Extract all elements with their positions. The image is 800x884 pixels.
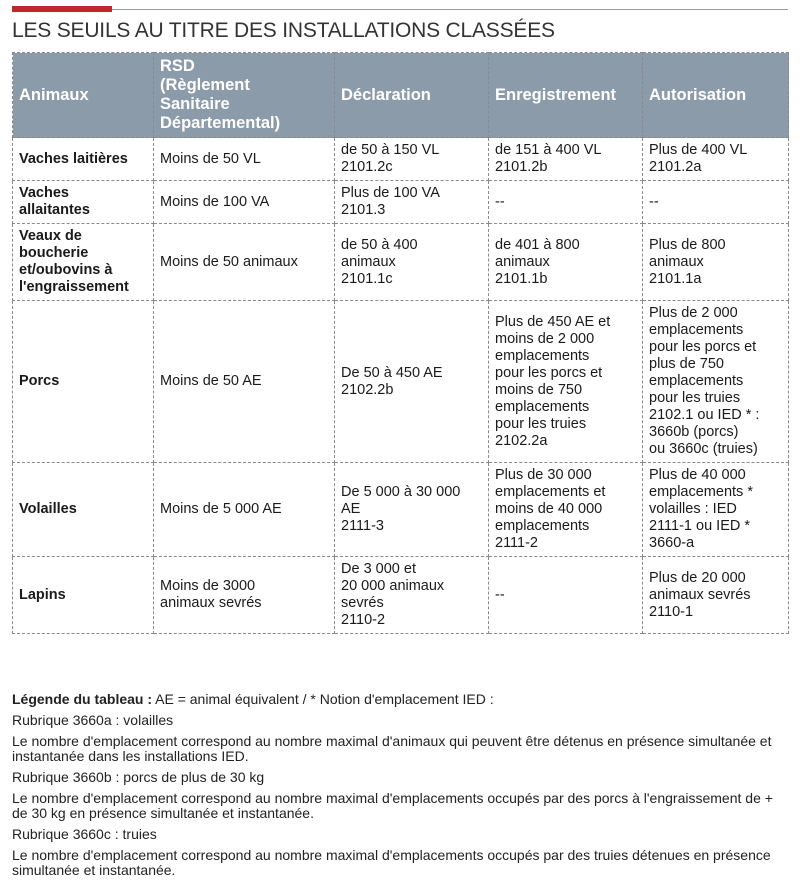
cell-line: --	[649, 193, 659, 210]
cell-line: de 50 à 150 VL	[341, 142, 440, 158]
cell-line: 2110-1	[649, 603, 694, 620]
cell-line: 2101.1a	[649, 270, 702, 287]
cell-rsd	[154, 557, 335, 634]
legend-item: Le nombre d'emplacement correspond au nombre maximal d'animaux qui peuvent être détenus en présence simultanée et instantanée dans les installations IED.	[12, 733, 772, 764]
cell-line: 2101.2b	[495, 159, 548, 175]
cell-line: 20 000 animaux	[341, 578, 445, 594]
cell-line: Sanitaire	[160, 95, 230, 113]
cell-autorisation	[643, 181, 789, 224]
cell-declaration	[335, 301, 489, 463]
cell-line: moins de 2 000	[495, 330, 595, 347]
title-rule	[112, 9, 788, 10]
cell-enregistrement	[489, 463, 643, 557]
header-autorisation	[643, 53, 789, 138]
cell-enregistrement	[489, 138, 643, 181]
cell-line: Plus de 20 000	[649, 569, 746, 586]
cell-autorisation	[643, 463, 789, 557]
cell-line: moins de 750	[495, 381, 583, 398]
cell-line: De 3 000 et	[341, 561, 416, 577]
cell-line: 2101.1c	[341, 270, 393, 287]
cell-line: volailles : IED	[649, 501, 737, 517]
cell-line: Vaches laitières	[19, 150, 128, 167]
cell-rsd	[154, 463, 335, 557]
cell-line: Plus de 2 000	[649, 305, 738, 321]
cell-line: de 401 à 800	[495, 236, 580, 253]
cell-autorisation	[643, 557, 789, 634]
cell-line: animaux	[649, 253, 704, 270]
thresholds-table	[12, 52, 789, 634]
cell-line: 3660b (porcs)	[649, 424, 739, 440]
table-row	[13, 138, 789, 181]
cell-line: Plus de 100 VA	[341, 185, 440, 201]
cell-line: Lapins	[19, 586, 66, 603]
cell-line: Volailles	[19, 501, 77, 517]
cell-line: de 50 à 400	[341, 236, 418, 253]
cell-line: Départemental)	[160, 114, 281, 132]
cell-line: emplacements	[495, 518, 590, 534]
cell-animaux	[13, 224, 154, 301]
cell-line: 2101.3	[341, 202, 386, 218]
cell-line: emplacements	[495, 347, 590, 364]
cell-line: animaux	[341, 253, 396, 270]
cell-rsd	[154, 224, 335, 301]
cell-enregistrement	[489, 557, 643, 634]
cell-line: Moins de 50 AE	[160, 373, 262, 389]
cell-line: Plus de 30 000	[495, 467, 592, 483]
cell-enregistrement	[489, 301, 643, 463]
page-title: LES SEUILS AU TITRE DES INSTALLATIONS CLASSÉES	[12, 19, 555, 42]
table-body	[13, 138, 789, 634]
cell-animaux	[13, 301, 154, 463]
cell-line: Moins de 50 VL	[160, 150, 261, 167]
header-rsd	[154, 53, 335, 138]
cell-line: emplacements	[495, 398, 590, 415]
cell-enregistrement	[489, 181, 643, 224]
cell-line: Moins de 100 VA	[160, 193, 270, 210]
legend	[12, 692, 788, 884]
header-row	[13, 53, 789, 138]
header-animaux	[13, 53, 154, 138]
table-row	[13, 181, 789, 224]
table-row	[13, 301, 789, 463]
cell-line: animaux sevrés	[160, 595, 262, 611]
cell-line: Enregistrement	[495, 85, 617, 104]
cell-line: 2111-2	[495, 535, 538, 551]
legend-item: Rubrique 3660a : volailles	[12, 712, 174, 728]
cell-line: RSD	[160, 57, 195, 75]
cell-declaration	[335, 138, 489, 181]
cell-enregistrement	[489, 224, 643, 301]
cell-animaux	[13, 138, 154, 181]
cell-line: Plus de 40 000	[649, 467, 746, 483]
cell-line: 2102.2b	[341, 381, 394, 398]
cell-rsd	[154, 301, 335, 463]
cell-line: Moins de 50 animaux	[160, 253, 298, 270]
cell-line: 2110-2	[341, 612, 386, 628]
legend-item: Rubrique 3660b : porcs de plus de 30 kg	[12, 769, 265, 785]
cell-line: 2111-1 ou IED *	[649, 518, 751, 534]
cell-line: pour les truies	[649, 390, 741, 406]
cell-line: moins de 40 000	[495, 501, 603, 517]
table-header	[13, 53, 789, 138]
cell-line: AE	[341, 501, 361, 517]
cell-rsd	[154, 138, 335, 181]
cell-line: boucherie	[19, 245, 89, 261]
legend-text: AE = animal équivalent / * Notion d'emplacement IED :	[152, 691, 494, 707]
cell-line: allaitantes	[19, 202, 90, 218]
header-enregistrement	[489, 53, 643, 138]
cell-line: Moins de 3000	[160, 578, 256, 594]
cell-line: pour les porcs et	[495, 364, 603, 381]
cell-line: 2111-3	[341, 518, 384, 534]
cell-line: emplacements et	[495, 484, 606, 500]
cell-line: animaux	[495, 253, 550, 270]
cell-line: animaux sevrés	[649, 586, 751, 603]
legend-item: Rubrique 3660c : truies	[12, 826, 157, 842]
title-accent-bar	[12, 6, 112, 12]
cell-line: sevrés	[341, 595, 384, 611]
cell-declaration	[335, 181, 489, 224]
cell-line: 2102.1 ou IED * :	[649, 407, 760, 423]
cell-line: Veaux de	[19, 228, 82, 244]
cell-line: De 50 à 450 AE	[341, 364, 443, 381]
cell-line: Plus de 400 VL	[649, 142, 748, 158]
cell-autorisation	[643, 224, 789, 301]
cell-autorisation	[643, 301, 789, 463]
cell-line: Vaches	[19, 185, 69, 201]
cell-rsd	[154, 181, 335, 224]
cell-line: 2102.2a	[495, 432, 548, 449]
table-row	[13, 557, 789, 634]
cell-line: 3660-a	[649, 535, 695, 551]
cell-line: Moins de 5 000 AE	[160, 501, 282, 517]
cell-line: et/oubovins à	[19, 262, 113, 278]
cell-declaration	[335, 463, 489, 557]
legend-item: Le nombre d'emplacement correspond au nombre maximal d'emplacements occupés par des porcs à l'engraissement de + de 30 kg en présence simultanée et instantanée.	[12, 790, 773, 821]
cell-autorisation	[643, 138, 789, 181]
cell-line: Plus de 800	[649, 236, 726, 253]
cell-line: Animaux	[19, 85, 89, 104]
cell-line: de 151 à 400 VL	[495, 142, 602, 158]
cell-declaration	[335, 557, 489, 634]
cell-line: 2101.1b	[495, 270, 548, 287]
cell-line: Plus de 450 AE et	[495, 313, 611, 330]
table-row	[13, 463, 789, 557]
legend-label: Légende du tableau :	[12, 691, 153, 707]
cell-animaux	[13, 463, 154, 557]
header-declaration	[335, 53, 489, 138]
cell-line: (Règlement	[160, 76, 250, 94]
legend-items	[12, 713, 788, 878]
cell-line: plus de 750	[649, 356, 724, 372]
cell-line: --	[495, 193, 505, 210]
cell-line: 2101.2a	[649, 159, 702, 175]
cell-animaux	[13, 557, 154, 634]
cell-line: pour les truies	[495, 415, 587, 432]
cell-line: 2101.2c	[341, 159, 393, 175]
cell-line: --	[495, 586, 505, 603]
cell-declaration	[335, 224, 489, 301]
cell-line: Autorisation	[649, 85, 747, 104]
cell-line: emplacements	[649, 322, 744, 338]
cell-line: Porcs	[19, 373, 60, 389]
cell-line: pour les porcs et	[649, 339, 757, 355]
cell-line: ou 3660c (truies)	[649, 441, 758, 457]
cell-line: l'engraissement	[19, 279, 129, 295]
cell-line: Déclaration	[341, 85, 431, 104]
cell-line: De 5 000 à 30 000	[341, 484, 461, 500]
cell-line: emplacements *	[649, 484, 753, 500]
table-row	[13, 224, 789, 301]
cell-animaux	[13, 181, 154, 224]
legend-heading	[12, 692, 788, 707]
cell-line: emplacements	[649, 373, 744, 389]
legend-item: Le nombre d'emplacement correspond au nombre maximal d'emplacements occupés par des truies détenues en présence simultanée et instantanée.	[12, 847, 771, 878]
